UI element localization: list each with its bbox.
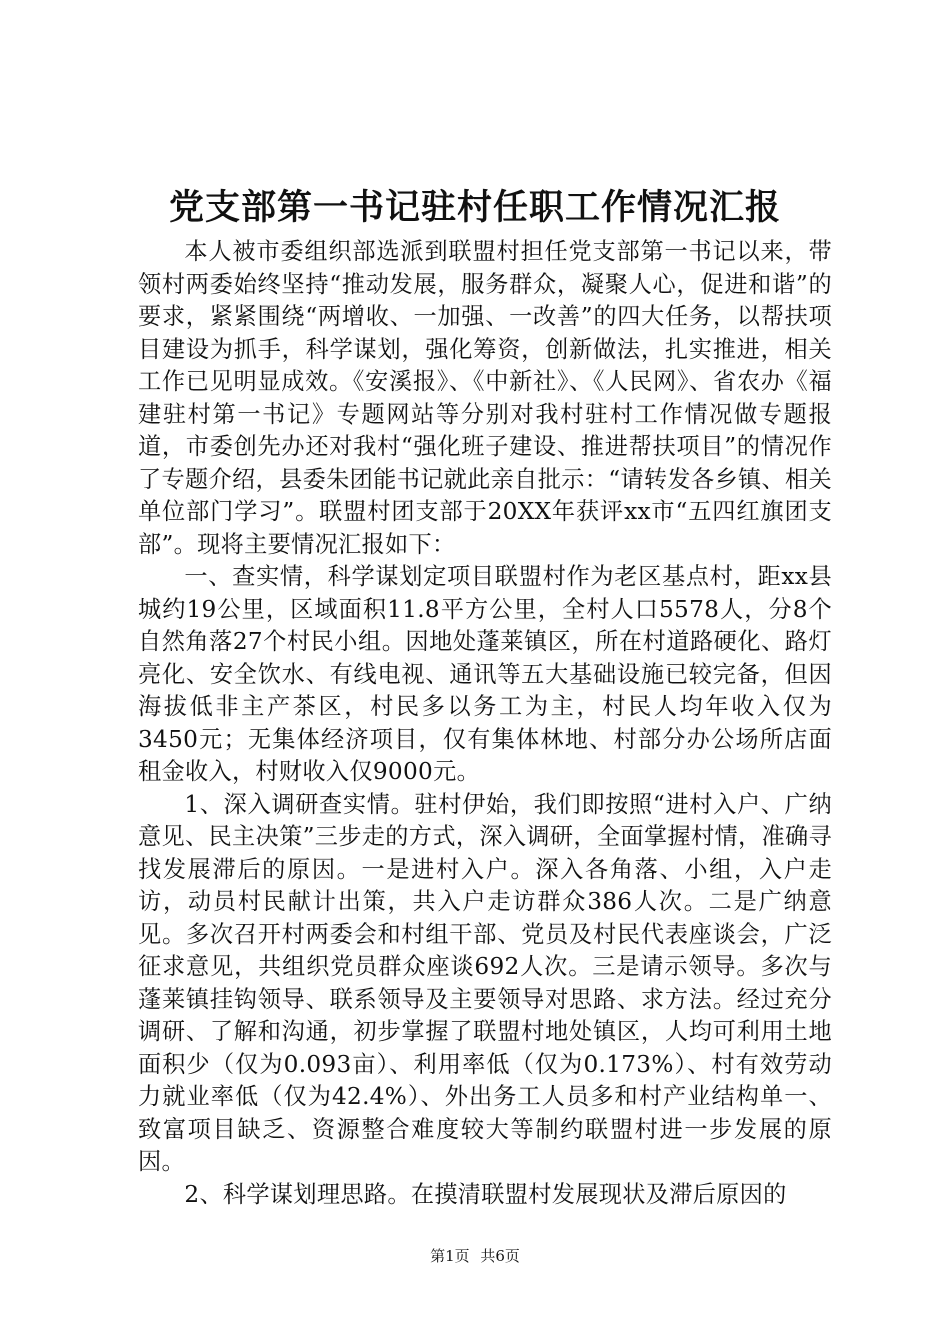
paragraph-intro: 本人被市委组织部选派到联盟村担任党支部第一书记以来，带领村两委始终坚持“推动发展，服务群众，凝聚人心，促进和谐”的要求，紧紧围绕“两增收、一加强、一改善”的四大任务，以帮扶项目建设为抓手，科学谋划，强化筹资，创新做法，扎实推进，相关工作已见明显成效。《安溪报》、《中新社》、《人民网》、省农办《福建驻村第一书记》专题网站等分别对我村驻村工作情况做专题报道，市委创先办还对我村“强化班子建设、推进帮扶项目”的情况作了专题介绍，县委朱团能书记就此亲自批示：“请转发各乡镇、相关单位部门学习”。联盟村团支部于20XX年获评xx市“五四红旗团支部”。现将主要情况汇报如下： <box>138 238 832 558</box>
paragraph-section-one: 一、查实情，科学谋划定项目联盟村作为老区基点村，距xx县城约19公里，区域面积11.8平方公里，全村人口5578人，分8个自然角落27个村民小组。因地处蓬莱镇区，所在村道路硬化、路灯亮化、安全饮水、有线电视、通讯等五大基础设施已较完备，但因海拔低非主产茶区，村民多以务工为主，村民人均年收入仅为3450元；无集体经济项目，仅有集体林地、村部分办公场所店面租金收入，村财收入仅9000元。 <box>138 563 832 785</box>
page-footer <box>0 1246 950 1266</box>
paragraph-item-one: 1、深入调研查实情。驻村伊始，我们即按照“进村入户、广纳意见、民主决策”三步走的方式，深入调研，全面掌握村情，准确寻找发展滞后的原因。一是进村入户。深入各角落、小组，入户走访，动员村民献计出策，共入户走访群众386人次。二是广纳意见。多次召开村两委会和村组干部、党员及村民代表座谈会，广泛征求意见，共组织党员群众座谈692人次。三是请示领导。多次与蓬莱镇挂钩领导、联系领导及主要领导对思路、求方法。经过充分调研、了解和沟通，初步掌握了联盟村地处镇区，人均可利用土地面积少（仅为0.093亩）、利用率低（仅为0.173%）、村有效劳动力就业率低（仅为42.4%）、外出务工人员多和村产业结构单一、致富项目缺乏、资源整合难度较大等制约联盟村进一步发展的原因。 <box>138 790 832 1175</box>
document-body <box>138 236 832 1211</box>
page-number: 第1页 <box>430 1247 470 1265</box>
document-title: 党支部第一书记驻村任职工作情况汇报 <box>168 187 781 228</box>
page-total: 共6页 <box>480 1247 520 1265</box>
paragraph-item-two: 2、科学谋划理思路。在摸清联盟村发展现状及滞后原因的 <box>184 1180 787 1208</box>
